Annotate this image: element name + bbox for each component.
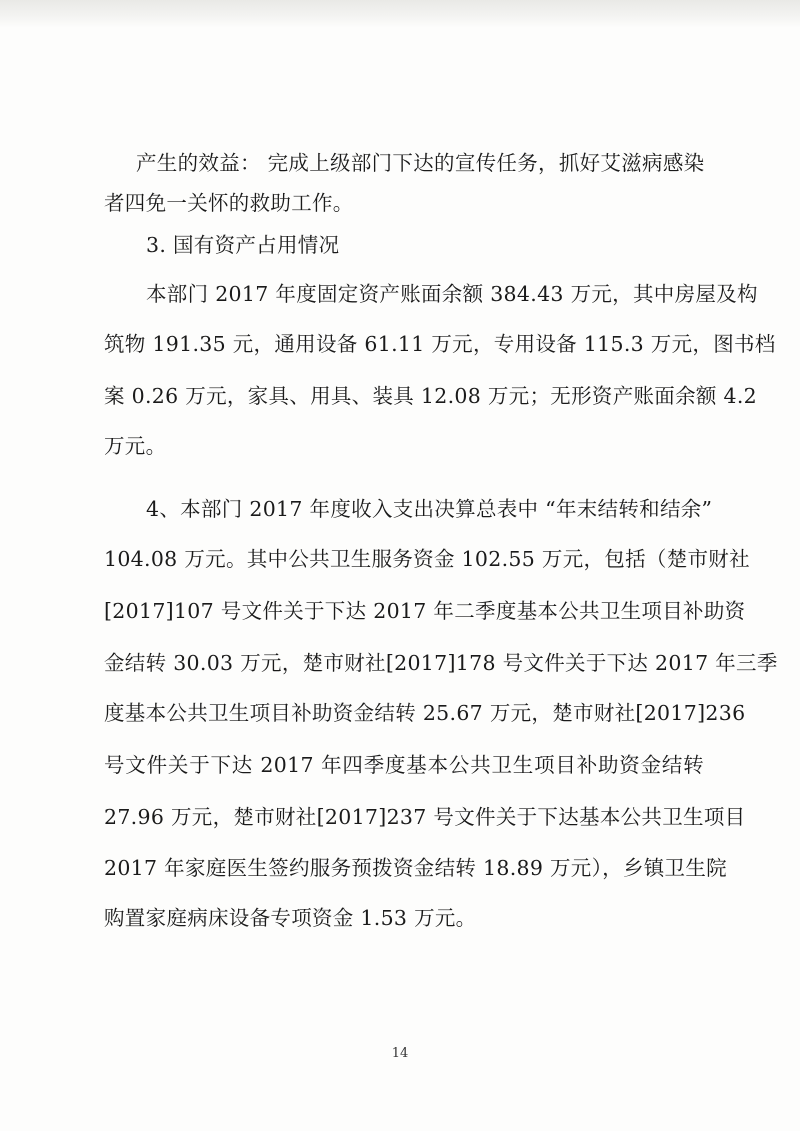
balance-line-5: 度基本公共卫生项目补助资金结转 25.67 万元，楚市财社[2017]236: [104, 701, 746, 725]
balance-line-4: 金结转 30.03 万元，楚市财社[2017]178 号文件关于下达 2017 年三季: [104, 651, 778, 675]
balance-line-2: 104.08 万元。其中公共卫生服务资金 102.55 万元，包括（楚市财社: [104, 547, 750, 571]
assets-line-3: 案 0.26 万元，家具、用具、装具 12.08 万元；无形资产账面余额 4.2: [104, 384, 758, 408]
balance-line-8: 2017 年家庭医生签约服务预拨资金结转 18.89 万元），乡镇卫生院: [104, 856, 727, 880]
balance-line-6: 号文件关于下达 2017 年四季度基本公共卫生项目补助资金结转: [104, 753, 704, 777]
section-3-heading: 3. 国有资产占用情况: [146, 233, 340, 257]
scan-edge-strip: [0, 0, 800, 28]
assets-line-4: 万元。: [104, 434, 167, 458]
balance-line-7: 27.96 万元，楚市财社[2017]237 号文件关于下达基本公共卫生项目: [104, 805, 746, 829]
page-number: 14: [391, 1046, 409, 1061]
benefit-line-1: 产生的效益： 完成上级部门下达的宣传任务，抓好艾滋病感染: [136, 151, 705, 175]
assets-line-1: 本部门 2017 年度固定资产账面余额 384.43 万元，其中房屋及构: [146, 282, 758, 306]
benefit-line-2: 者四免一关怀的救助工作。: [104, 191, 354, 215]
balance-line-3: [2017]107 号文件关于下达 2017 年二季度基本公共卫生项目补助资: [104, 599, 746, 623]
balance-line-1: 4、本部门 2017 年度收入支出决算总表中 “年末结转和结余”: [146, 497, 713, 521]
assets-line-2: 筑物 191.35 元，通用设备 61.11 万元，专用设备 115.3 万元，图书档: [104, 332, 776, 356]
balance-line-9: 购置家庭病床设备专项资金 1.53 万元。: [104, 906, 477, 930]
